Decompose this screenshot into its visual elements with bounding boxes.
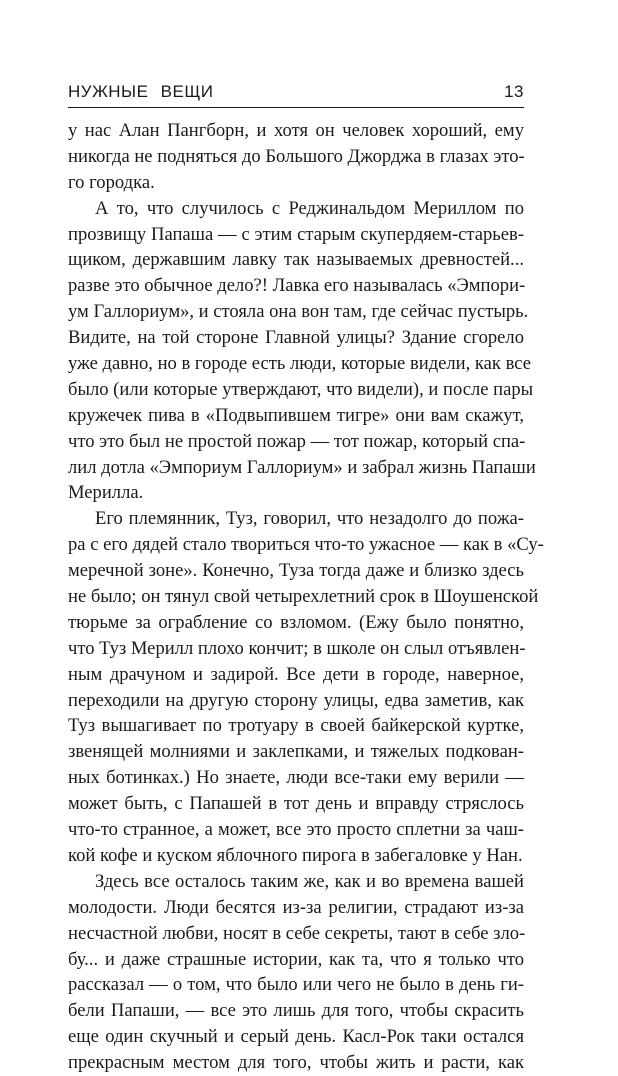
text-line: лил дотла «Эмпориум Галлориум» и забрал жизнь Папаши [68,456,536,478]
text-line: что это был не простой пожар — тот пожар, который спа- [68,430,526,452]
page-number: 13 [504,82,524,101]
text-line: еще один скучный и серый день. Касл-Рок таки остался [68,1026,524,1048]
text-line: ра с его дядей стало твориться что-то ужасное — как в «Су- [68,534,544,556]
body-text [68,118,544,1076]
text-line: что Туз Мерилл плохо кончит; в школе он слыл отъявлен- [68,637,526,659]
running-title: НУЖНЫЕ ВЕЩИ [68,82,214,101]
text-line: переходили на другую сторону улицы, едва заметив, как [68,689,524,711]
text-line: что-то странное, а может, все это просто сплетни за чаш- [68,819,524,841]
text-line: прозвищу Папаша — с этим старым скупердяем-старьев- [68,223,524,245]
text-line: го городка. [68,171,155,193]
text-line: Здесь все осталось таким же, как и во времена вашей [95,870,524,892]
text-line: Его племянник, Туз, говорил, что незадолго до пожа- [95,508,524,530]
text-line: кружечек пива в «Подвыпившем тигре» они вам скажут, [68,404,524,426]
text-line: рассказал — о том, что было или чего не было в день ги- [68,974,524,996]
text-line: несчастной любви, носят в себе секреты, тают в себе зло- [68,922,526,944]
text-line: уже давно, но в городе есть люди, которые видели, как все [68,353,532,375]
text-line: может быть, с Папашей в тот день и вправду стряслось [68,793,524,815]
text-line: никогда не подняться до Большого Джорджа в глазах это- [68,145,525,167]
text-line: молодости. Люди бесятся из-за религии, страдают из-за [68,896,524,918]
text-line: щиком, державшим лавку так называемых древностей... [68,249,524,271]
text-line: не было; он тянул свой четырехлетний срок в Шоушенской [68,586,539,608]
text-line: бели Папаши, — все это лишь для того, чтобы скрасить [68,1000,524,1022]
text-line: А то, что случилось с Реджинальдом Мериллом по [95,197,524,219]
text-line: бу... и даже страшные истории, как та, что я только что [68,948,524,970]
text-line: ум Галлориум», и стояла она вон там, где сейчас пустырь. [68,301,529,323]
text-line: Мерилла. [68,482,144,504]
text-line: тюрьме за ограбление со взломом. (Ежу было понятно, [68,611,524,633]
text-line: Туз вышагивает по тротуару в своей байкерской куртке, [68,715,524,737]
text-line: Видите, на той стороне Главной улицы? Здание сгорело [68,327,524,349]
text-line: прекрасным местом для того, чтобы жить и расти, как [68,1052,524,1074]
text-line: у нас Алан Пангборн, и хотя он человек хороший, ему [68,120,524,141]
text-line: разве это обычное дело?! Лавка его называлась «Эмпори- [68,275,526,297]
text-line: кой кофе и куском яблочного пирога в забегаловке у Нан. [68,844,523,866]
text-line: ным драчуном и задирой. Все дети в городе, наверное, [68,663,524,685]
header-rule [68,107,524,108]
text-line: ных ботинках.) Но знаете, люди все-таки ему верили — [68,767,524,789]
text-line: звенящей молниями и заклепками, и тяжелых подкован- [68,741,524,763]
running-header [68,82,524,104]
text-line: было (или которые утверждают, что видели), и после пары [68,378,534,400]
text-line: меречной зоне». Конечно, Туза тогда даже и близко здесь [68,560,524,582]
